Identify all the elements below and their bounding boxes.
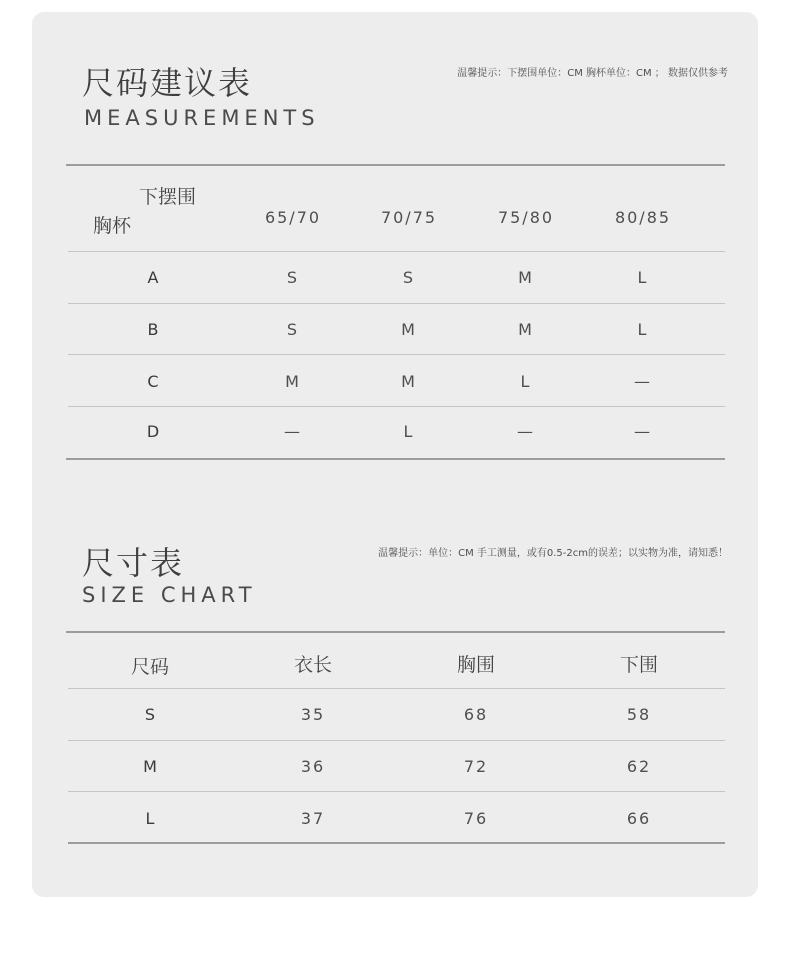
column-header: 尺码: [130, 656, 170, 678]
cup-label: D: [146, 422, 160, 441]
cup-label: C: [147, 372, 159, 391]
measure-cell: 36: [300, 757, 326, 776]
column-header: 下围: [619, 654, 659, 676]
measure-cell: 37: [300, 809, 326, 828]
measure-cell: 58: [626, 705, 652, 724]
column-header: 衣长: [293, 654, 333, 676]
size-cell: —: [634, 422, 652, 441]
size-cell: L: [403, 422, 415, 441]
size-cell: M: [285, 372, 301, 391]
row-divider: [68, 791, 725, 792]
size-cell: —: [517, 422, 535, 441]
table-top-rule: [66, 631, 725, 633]
column-header: 80/85: [614, 208, 672, 227]
size-cell: M: [518, 268, 534, 287]
size-label: L: [145, 809, 155, 828]
size-label: S: [144, 705, 156, 724]
size-label: M: [143, 757, 157, 776]
size-cell: —: [284, 422, 302, 441]
size-cell: L: [520, 372, 532, 391]
measurements-note: 温馨提示：下摆围单位：CM 胸杯单位：CM ； 数据仅供参考: [457, 68, 728, 79]
column-header: 75/80: [497, 208, 555, 227]
size-cell: M: [401, 372, 417, 391]
measure-cell: 62: [626, 757, 652, 776]
measure-cell: 72: [463, 757, 489, 776]
size-cell: S: [286, 268, 300, 287]
size-cell: S: [402, 268, 416, 287]
measure-cell: 68: [463, 705, 489, 724]
size-cell: M: [401, 320, 417, 339]
row-divider: [68, 688, 725, 689]
size-chart-title-en: SIZE CHART: [82, 583, 257, 607]
row-divider: [68, 303, 725, 304]
table-bottom-rule: [68, 842, 725, 844]
row-divider: [68, 354, 725, 355]
column-header: 胸围: [456, 654, 496, 676]
measurements-title-en: MEASUREMENTS: [84, 106, 320, 130]
table-bottom-rule: [66, 458, 725, 460]
cup-label: B: [147, 320, 159, 339]
hem-header: 下摆围: [139, 186, 197, 208]
cup-label: A: [147, 268, 159, 287]
size-cell: M: [518, 320, 534, 339]
measure-cell: 76: [463, 809, 489, 828]
size-guide-card: [32, 12, 758, 897]
size-cell: S: [286, 320, 300, 339]
size-cell: L: [637, 320, 649, 339]
size-cell: L: [637, 268, 649, 287]
size-cell: —: [634, 372, 652, 391]
size-chart-title-cn: 尺寸表: [82, 544, 185, 582]
cup-header: 胸杯: [93, 215, 132, 237]
column-header: 70/75: [380, 208, 438, 227]
row-divider: [68, 740, 725, 741]
column-header: 65/70: [264, 208, 322, 227]
table-top-rule: [66, 164, 725, 166]
row-divider: [68, 406, 725, 407]
row-divider: [68, 251, 725, 252]
size-chart-note: 温馨提示：单位：CM 手工测量，或有0.5-2cm的误差；以实物为准，请知悉！: [378, 548, 728, 559]
measurements-title-cn: 尺码建议表: [82, 64, 253, 102]
measure-cell: 35: [300, 705, 326, 724]
measure-cell: 66: [626, 809, 652, 828]
